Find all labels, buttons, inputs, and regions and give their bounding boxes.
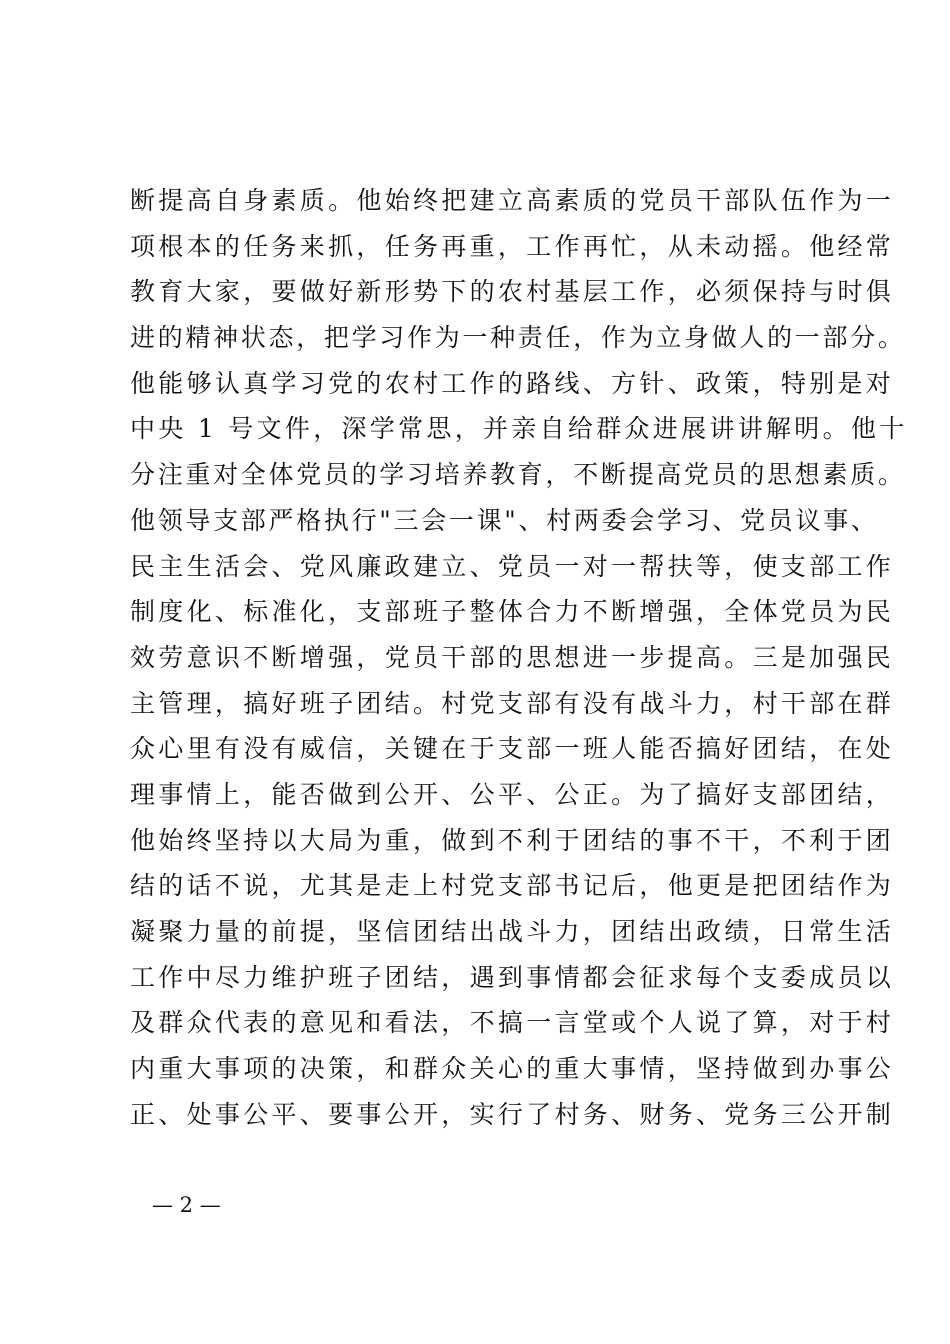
text-line: 教育大家，要做好新形势下的农村基层工作，必须保持与时俱 xyxy=(130,277,895,307)
text-line: 理事情上，能否做到公开、公平、公正。为了搞好支部团结， xyxy=(130,779,895,809)
text-line: 及群众代表的意见和看法，不搞一言堂或个人说了算，对于村 xyxy=(130,1008,895,1038)
text-line: 中央 1 号文件，深学常思，并亲自给群众进展讲讲解明。他十 xyxy=(130,414,908,444)
text-line: 制度化、标准化，支部班子整体合力不断增强，全体党员为民 xyxy=(130,597,895,627)
text-line: 内重大事项的决策，和群众关心的重大事情，坚持做到办事公 xyxy=(130,1054,895,1084)
text-line: 他能够认真学习党的农村工作的路线、方针、政策，特别是对 xyxy=(130,368,895,398)
text-line: 众心里有没有威信，关键在于支部一班人能否搞好团结，在处 xyxy=(130,734,895,764)
text-line: 主管理，搞好班子团结。村党支部有没有战斗力，村干部在群 xyxy=(130,688,895,718)
text-line: 正、处事公平、要事公开，实行了村务、财务、党务三公开制 xyxy=(130,1099,895,1129)
text-line: 民主生活会、党风廉政建立、党员一对一帮扶等，使支部工作 xyxy=(130,551,895,581)
text-line: 断提高自身素质。他始终把建立高素质的党员干部队伍作为一 xyxy=(130,186,895,215)
text-line: 工作中尽力维护班子团结，遇到事情都会征求每个支委成员以 xyxy=(130,962,895,992)
text-line: 项根本的任务来抓，任务再重，工作再忙，从未动摇。他经常 xyxy=(130,231,895,261)
page-number: — 2 — xyxy=(152,1193,221,1217)
text-line: 凝聚力量的前提，坚信团结出战斗力，团结出政绩，日常生活 xyxy=(130,917,895,946)
text-line: 进的精神状态，把学习作为一种责任，作为立身做人的一部分。 xyxy=(130,323,906,353)
text-line: 他始终坚持以大局为重，做到不利于团结的事不干，不利于团 xyxy=(130,825,895,855)
text-line: 结的话不说，尤其是走上村党支部书记后，他更是把团结作为 xyxy=(130,871,895,901)
body-text xyxy=(130,178,908,1137)
text-line: 他领导支部严格执行"三会一课"、村两委会学习、党员议事、 xyxy=(130,505,879,535)
text-line: 分注重对全体党员的学习培养教育，不断提高党员的思想素质。 xyxy=(130,460,906,490)
text-line: 效劳意识不断增强，党员干部的思想进一步提高。三是加强民 xyxy=(130,642,895,672)
